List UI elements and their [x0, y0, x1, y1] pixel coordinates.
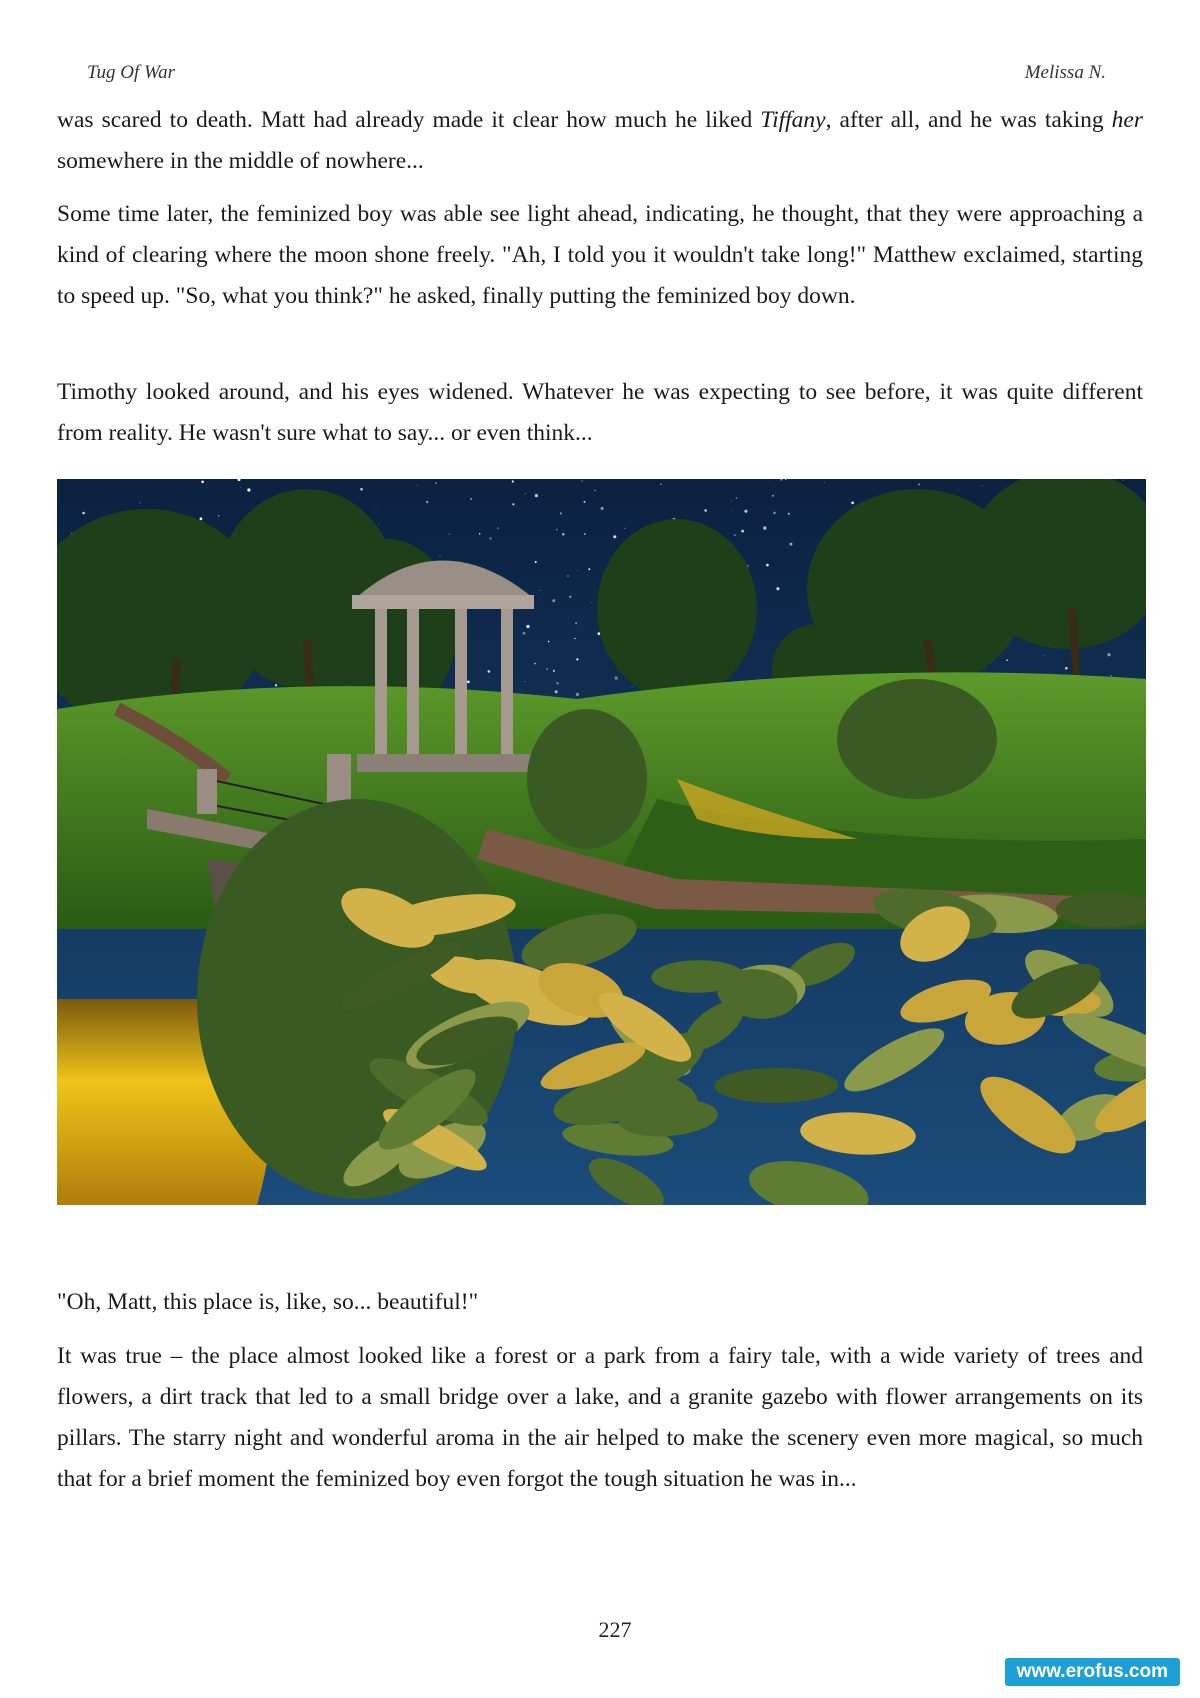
bridge-pillar-left: [197, 769, 217, 814]
page-header: [87, 62, 1106, 84]
p1-text-b: , after all, and he was taking: [825, 107, 1112, 133]
p1-text-c: somewhere in the middle of nowhere...: [57, 148, 424, 174]
paragraph-4: "Oh, Matt, this place is, like, so... beautiful!": [57, 1289, 479, 1315]
book-title: Tug Of War: [87, 62, 175, 83]
garden-scene-art: [57, 479, 1146, 1205]
page-number: 227: [598, 1617, 632, 1642]
paragraph-1: [57, 100, 1143, 182]
paragraph-3: Timothy looked around, and his eyes widened. Whatever he was expecting to see before, it was quite different from reality. He wasn't sure what to say... or even think...: [57, 379, 1143, 446]
paragraph-2: Some time later, the feminized boy was able see light ahead, indicating, he thought, that they were approaching a kind of clearing where the moon shone freely. "Ah, I told you it wouldn't take long!" Matthew exclaimed, starting to speed up. "So, what you think?" he asked, finally putting the feminized boy down.: [57, 201, 1143, 309]
p1-emphasis-tiffany: Tiffany: [760, 107, 826, 133]
p1-emphasis-her: her: [1111, 107, 1143, 133]
watermark-logo: www.erofus.com: [1005, 1658, 1180, 1686]
p1-text-a: was scared to death. Matt had already made it clear how much he liked: [57, 107, 761, 133]
author-name: Melissa N.: [1024, 62, 1106, 83]
night-garden-illustration: [57, 479, 1146, 1205]
paragraph-5: It was true – the place almost looked like a forest or a park from a fairy tale, with a wide variety of trees and flowers, a dirt track that led to a small bridge over a lake, and a granite gazebo with flower arrangements on its pillars. The starry night and wonderful aroma in the air helped to make the scenery even more magical, so much that for a brief moment the feminized boy even forgot the tough situation he was in...: [57, 1343, 1143, 1492]
